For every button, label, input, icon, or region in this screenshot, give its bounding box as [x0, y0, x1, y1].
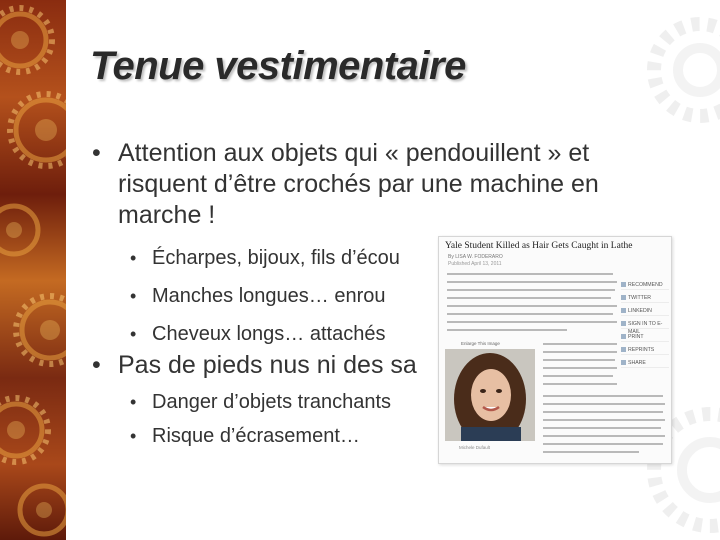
portrait-photo	[445, 349, 535, 441]
article-text-line	[543, 375, 613, 377]
article-text-line	[447, 313, 613, 315]
sub-bullet-1-1: Écharpes, bijoux, fils d’écou	[152, 247, 400, 269]
share-twitter: TWITTER	[621, 294, 669, 303]
article-text-line	[543, 403, 665, 405]
bullet-1-sublist	[130, 246, 450, 360]
article-text-line	[543, 395, 663, 397]
article-text-line	[543, 367, 617, 369]
bullet-marker: •	[130, 286, 137, 306]
article-text-line	[543, 383, 617, 385]
sub-bullet-2-1: Danger d’objets tranchants	[152, 391, 392, 413]
news-clipping-image	[438, 236, 672, 464]
article-text-line	[543, 419, 665, 421]
bullet-marker: •	[92, 139, 101, 167]
decorative-gear-band	[0, 0, 66, 540]
article-text-line	[447, 305, 617, 307]
slide-title: Tenue vestimentaire	[90, 44, 466, 88]
article-text-line	[447, 329, 567, 331]
article-text-line	[543, 343, 617, 345]
portrait-photo-icon	[445, 349, 535, 441]
bullet-1-text: Attention aux objets qui « pendouillent » et risquent d’être crochés par une machine en marche !	[118, 139, 599, 229]
gear-pattern-icon	[0, 0, 66, 540]
article-text-line	[543, 359, 615, 361]
share-linkedin: LINKEDIN	[621, 307, 669, 316]
sub-bullet-1-3: Cheveux longs… attachés	[152, 323, 386, 345]
share-recommend: RECOMMEND	[621, 281, 669, 290]
article-text-line	[447, 273, 613, 275]
article-text-line	[543, 451, 639, 453]
bullet-marker: •	[130, 324, 137, 344]
article-text-line	[543, 443, 663, 445]
share-reprints: REPRINTS	[621, 346, 669, 355]
share-email: SIGN IN TO E-MAIL	[621, 320, 669, 329]
bullet-marker: •	[130, 248, 137, 268]
share-share: SHARE	[621, 359, 669, 368]
clipping-byline: By LISA W. FODERARO	[448, 254, 503, 260]
bullet-2-text: Pas de pieds nus ni des sa	[118, 351, 417, 379]
article-text-line	[447, 321, 617, 323]
bullet-2-sublist	[130, 390, 450, 458]
clipping-headline: Yale Student Killed as Hair Gets Caught in Lathe	[445, 241, 633, 251]
article-text-line	[447, 289, 615, 291]
article-text-line	[543, 435, 665, 437]
photo-enlarge-caption: Enlarge This Image	[461, 341, 500, 346]
share-print: PRINT	[621, 333, 669, 342]
photo-credit: Michele Dufault	[459, 445, 491, 450]
clipping-date: Published April 13, 2011	[448, 261, 502, 267]
article-text-line	[447, 297, 611, 299]
article-text-line	[543, 411, 663, 413]
bullet-marker: •	[130, 392, 137, 412]
article-text-line	[543, 427, 661, 429]
bullet-1	[92, 138, 672, 231]
sub-bullet-2-2: Risque d’écrasement…	[152, 425, 360, 447]
article-text-line	[447, 281, 617, 283]
sub-bullet-1-2: Manches longues… enrou	[152, 285, 386, 307]
article-text-line	[543, 351, 617, 353]
bullet-marker: •	[130, 426, 137, 446]
share-links-sidebar	[621, 281, 669, 372]
bullet-marker: •	[92, 351, 101, 379]
